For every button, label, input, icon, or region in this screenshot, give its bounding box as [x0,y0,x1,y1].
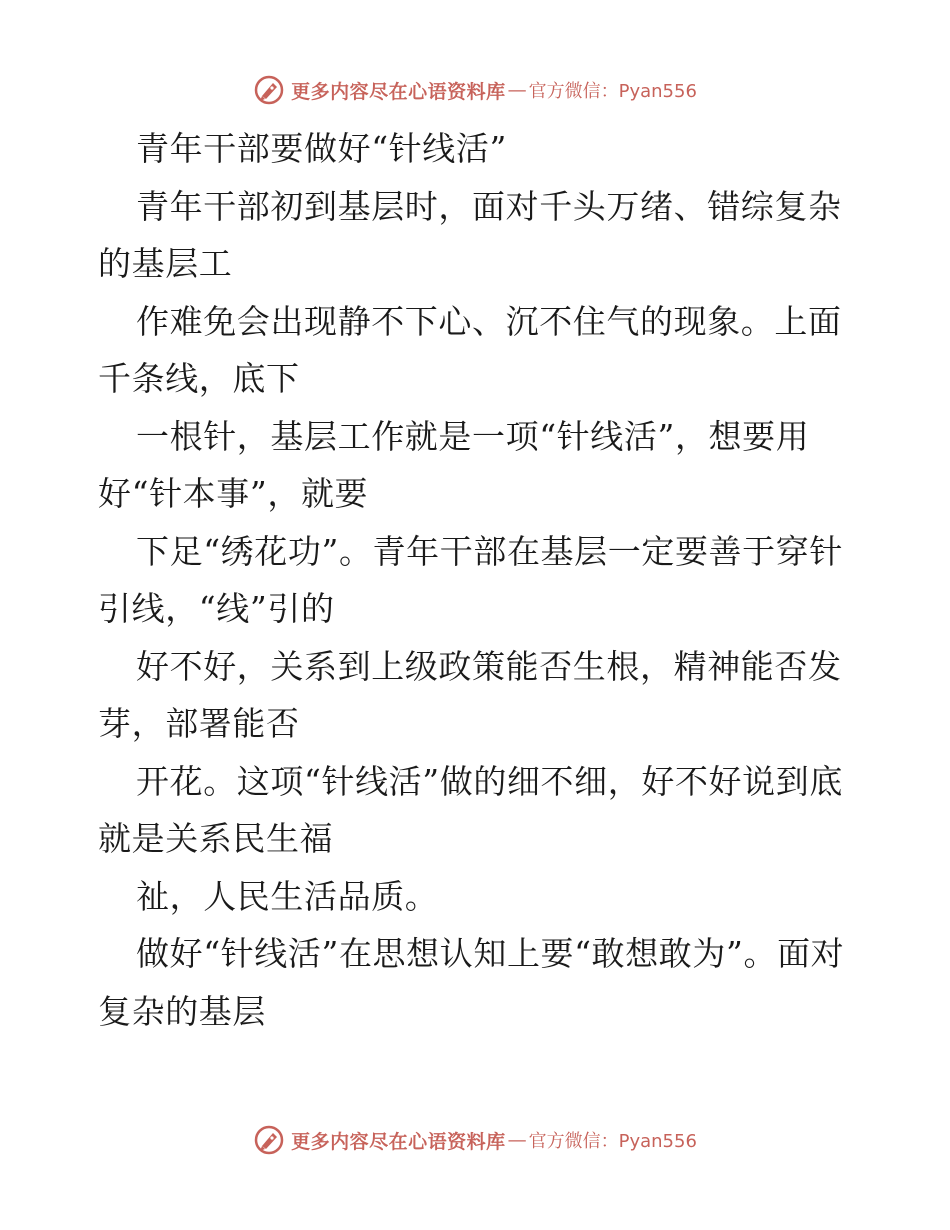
paragraph-line: 开花。这项“针线活”做的细不细，好不好说到底就是关系民生福 [98,761,843,858]
pen-nib-logo-icon [253,1124,285,1156]
header-watermark [0,70,950,110]
paragraph-line: 作难免会出现静不下心、沉不住气的现象。上面千条线，底下 [98,301,842,398]
watermark-contact: 官方微信：Pyan556 [528,1131,697,1152]
paragraph-line: 一根针，基层工作就是一项“针线活”，想要用好“针本事”，就要 [98,416,810,513]
watermark-text: 更多内容尽在心语资料库 [291,80,506,103]
watermark-text: 更多内容尽在心语资料库 [291,1130,506,1153]
paragraph-line: 祉，人民生活品质。 [136,876,439,916]
watermark-contact: 官方微信：Pyan556 [528,81,697,102]
watermark-dash: — [507,1129,527,1151]
pen-nib-logo-icon [253,74,285,106]
paragraph-line: 好不好，关系到上级政策能否生根，精神能否发芽，部署能否 [98,646,842,743]
watermark-dash: — [507,79,527,101]
paragraph-line: 下足“绣花功”。青年干部在基层一定要善于穿针引线，“线”引的 [98,531,843,628]
document-title: 青年干部要做好“针线活” [136,129,507,168]
paragraph-line: 做好“针线活”在思想认知上要“敢想敢为”。面对复杂的基层 [98,934,845,1031]
footer-watermark [0,1120,950,1160]
paragraph-line: 青年干部初到基层时，面对千头万绪、错综复杂的基层工 [98,186,842,283]
document-body [98,120,858,1040]
